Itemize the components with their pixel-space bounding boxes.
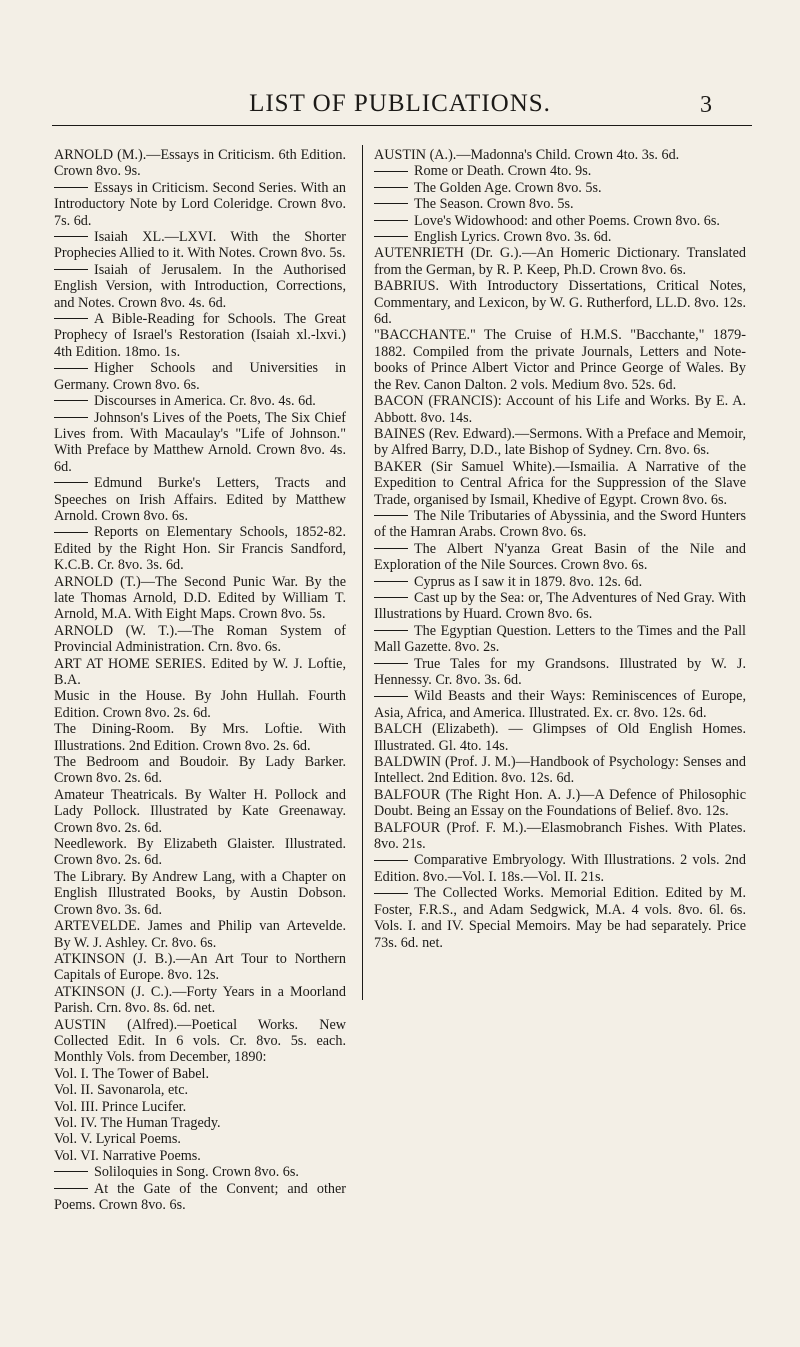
catalogue-entry [54, 1164, 346, 1180]
ditto-dash [374, 220, 408, 221]
catalogue-entry [374, 590, 746, 623]
ditto-dash [54, 400, 88, 401]
catalogue-entry [54, 869, 346, 918]
entry-text: True Tales for my Grandsons. Illustrated by W. J. Hennessy. Cr. 8vo. 3s. 6d. [374, 655, 746, 688]
catalogue-entry [54, 574, 346, 623]
entry-text: Soliloquies in Song. Crown 8vo. 6s. [94, 1164, 299, 1181]
catalogue-entry [54, 688, 346, 721]
entry-text: Love's Widowhood: and other Poems. Crown 8vo. 6s. [414, 212, 720, 229]
ditto-dash [374, 236, 408, 237]
catalogue-entry [374, 393, 746, 426]
ditto-dash [54, 417, 88, 418]
entry-text: BALFOUR (Prof. F. M.).—Elasmobranch Fishes. With Plates. 8vo. 21s. [374, 819, 746, 853]
entry-text: Essays in Criticism. Second Series. With an Introductory Note by Lord Coleridge. Crown 8vo. 7s. 6d. [54, 179, 346, 229]
entry-text: Vol. IV. The Human Tragedy. [54, 1114, 221, 1131]
catalogue-entry [374, 163, 746, 179]
ditto-dash [374, 171, 408, 172]
entry-text: BACON (FRANCIS): Account of his Life and Works. By E. A. Abbott. 8vo. 14s. [374, 393, 746, 426]
entry-text: The Season. Crown 8vo. 5s. [414, 196, 574, 213]
catalogue-entry [54, 262, 346, 311]
catalogue-entry [54, 656, 346, 689]
catalogue-entry [374, 245, 746, 278]
entry-text: ART AT HOME SERIES. Edited by W. J. Loftie, B.A. [54, 655, 346, 688]
entry-text: The Collected Works. Memorial Edition. Edited by M. Foster, F.R.S., and Adam Sedgwick, M.A. 4 vols. 8vo. 6l. 6s. Vols. I. and IV. Special Memoirs. May be had separately. Price 73s. 6d. net. [374, 885, 746, 951]
catalogue-entry [374, 656, 746, 689]
entry-text: The Nile Tributaries of Abyssinia, and the Sword Hunters of the Hamran Arabs. Crown 8vo. 6s. [374, 507, 746, 541]
catalogue-entry [54, 475, 346, 524]
catalogue-entry [374, 787, 746, 820]
catalogue-entry [54, 1017, 346, 1066]
entry-text: Comparative Embryology. With Illustrations. 2 vols. 2nd Edition. 8vo.—Vol. I. 18s.—Vol. II. 21s. [374, 852, 746, 885]
catalogue-entry [374, 508, 746, 541]
volume-item [54, 1082, 346, 1098]
catalogue-entry [54, 180, 346, 229]
catalogue-entry [54, 410, 346, 476]
ditto-dash [54, 1188, 88, 1189]
entry-text: Higher Schools and Universities in Germany. Crown 8vo. 6s. [54, 360, 346, 393]
entry-text: ARNOLD (T.)—The Second Punic War. By the late Thomas Arnold, D.D. Edited by William T. Arnold, M.A. With Eight Maps. Crown 8vo. 5s. [54, 573, 346, 623]
entry-text: Amateur Theatricals. By Walter H. Pollock and Lady Pollock. Illustrated by Kate Greenaway. Crown 8vo. 2s. 6d. [54, 786, 346, 836]
entry-text: Cast up by the Sea: or, The Adventures of Ned Gray. With Illustrations by Huard. Crown 8vo. 6s. [374, 589, 746, 623]
ditto-dash [374, 630, 408, 631]
entry-text: AUSTIN (A.).—Madonna's Child. Crown 4to. 3s. 6d. [374, 147, 680, 163]
entry-text: ARNOLD (M.).—Essays in Criticism. 6th Edition. Crown 8vo. 9s. [54, 147, 346, 180]
catalogue-entry [54, 623, 346, 656]
catalogue-entry [54, 836, 346, 869]
ditto-dash [54, 236, 88, 237]
catalogue-entry [374, 180, 746, 196]
left-column [54, 147, 346, 1213]
ditto-dash [374, 893, 408, 894]
ditto-dash [54, 368, 88, 369]
entry-text: BAINES (Rev. Edward).—Sermons. With a Preface and Memoir, by Alfred Barry, D.D., late Bishop of Sydney. Crn. 8vo. 6s. [374, 425, 746, 459]
entry-text: ATKINSON (J. C.).—Forty Years in a Moorland Parish. Crn. 8vo. 8s. 6d. net. [54, 983, 346, 1017]
ditto-dash [54, 269, 88, 270]
entry-text: Discourses in America. Cr. 8vo. 4s. 6d. [94, 393, 316, 410]
catalogue-entry [54, 393, 346, 409]
entry-text: BALFOUR (The Right Hon. A. J.)—A Defence of Philosophic Doubt. Being an Essay on the Foundations of Belief. 8vo. 12s. [374, 786, 746, 820]
catalogue-entry [54, 918, 346, 951]
volume-item [54, 1115, 346, 1131]
entry-text: Isaiah of Jerusalem. In the Authorised English Version, with Introduction, Corrections, and Notes. Crown 8vo. 4s. 6d. [54, 261, 346, 311]
entry-text: BABRIUS. With Introductory Dissertations, Critical Notes, Commentary, and Lexicon, by W. G. Rutherford, LL.D. 8vo. 12s. 6d. [374, 278, 746, 328]
right-column [374, 147, 746, 951]
entry-text: Edmund Burke's Letters, Tracts and Speeches on Irish Affairs. Edited by Matthew Arnold. Crown 8vo. 6s. [54, 475, 346, 524]
entry-text: Cyprus as I saw it in 1879. 8vo. 12s. 6d. [414, 573, 643, 590]
catalogue-entry [54, 951, 346, 984]
ditto-dash [374, 581, 408, 582]
catalogue-entry [54, 229, 346, 262]
catalogue-entry [374, 541, 746, 574]
ditto-dash [374, 663, 408, 664]
catalogue-entry [374, 623, 746, 656]
entry-text: BALCH (Elizabeth). — Glimpses of Old English Homes. Illustrated. Gl. 4to. 14s. [374, 721, 746, 754]
catalogue-entry [374, 327, 746, 393]
catalogue-entry [374, 147, 746, 163]
catalogue-entry [54, 311, 346, 360]
entry-text: Needlework. By Elizabeth Glaister. Illustrated. Crown 8vo. 2s. 6d. [54, 836, 346, 869]
entry-text: The Bedroom and Boudoir. By Lady Barker. Crown 8vo. 2s. 6d. [54, 754, 346, 787]
entry-text: The Dining-Room. By Mrs. Loftie. With Illustrations. 2nd Edition. Crown 8vo. 2s. 6d. [54, 721, 346, 754]
volume-item [54, 1066, 346, 1082]
catalogue-entry [54, 787, 346, 836]
entry-text: BALDWIN (Prof. J. M.)—Handbook of Psychology: Senses and Intellect. 2nd Edition. 8vo. 12s. 6d. [374, 754, 746, 787]
catalogue-entry [54, 984, 346, 1017]
entry-text: Reports on Elementary Schools, 1852-82. Edited by the Right Hon. Sir Francis Sandford, K.C.B. Cr. 8vo. 3s. 6d. [54, 524, 346, 574]
ditto-dash [374, 203, 408, 204]
entry-text: "BACCHANTE." The Cruise of H.M.S. "Bacchante," 1879-1882. Compiled from the private Journals, Letters and Note-books of Prince Albert Victor and Prince George of Wales. By the Rev. Canon Dalton. 2 vols. Medium 8vo. 52s. 6d. [374, 327, 746, 393]
catalogue-entry [374, 574, 746, 590]
ditto-dash [374, 597, 408, 598]
ditto-dash [374, 548, 408, 549]
catalogue-entry [374, 721, 746, 754]
entry-text: Vol. I. The Tower of Babel. [54, 1065, 210, 1082]
entry-text: The Golden Age. Crown 8vo. 5s. [414, 179, 602, 196]
catalogue-entry [54, 1181, 346, 1214]
page-header [0, 90, 800, 130]
catalogue-entry [374, 688, 746, 721]
catalogue-entry [374, 459, 746, 508]
entry-text: Vol. VI. Narrative Poems. [54, 1147, 201, 1164]
page-title: LIST OF PUBLICATIONS. [249, 90, 551, 117]
catalogue-entry [374, 885, 746, 951]
catalogue-entry [54, 754, 346, 787]
ditto-dash [54, 318, 88, 319]
catalogue-entry [54, 147, 346, 180]
entry-text: Johnson's Lives of the Poets, The Six Chief Lives from. With Macaulay's "Life of Johnson." With Preface by Matthew Arnold. Crown 8vo. 4s. 6d. [54, 409, 346, 475]
catalogue-entry [54, 721, 346, 754]
ditto-dash [54, 187, 88, 188]
catalogue-entry [54, 360, 346, 393]
catalogue-entry [374, 820, 746, 853]
catalogue-entry [374, 278, 746, 327]
ditto-dash [54, 1171, 88, 1172]
page-number: 3 [700, 92, 712, 118]
entry-text: A Bible-Reading for Schools. The Great Prophecy of Israel's Restoration (Isaiah xl.-lxvi.) 4th Edition. 18mo. 1s. [54, 311, 346, 360]
header-rule [52, 125, 752, 126]
volume-item [54, 1099, 346, 1115]
ditto-dash [374, 187, 408, 188]
catalogue-entry [374, 229, 746, 245]
ditto-dash [374, 860, 408, 861]
entry-text: Vol. II. Savonarola, etc. [54, 1082, 189, 1099]
entry-text: ARNOLD (W. T.).—The Roman System of Provincial Administration. Crn. 8vo. 6s. [54, 622, 346, 656]
entry-text: The Albert N'yanza Great Basin of the Nile and Exploration of the Nile Sources. Crown 8vo. 6s. [374, 540, 746, 574]
volume-item [54, 1148, 346, 1164]
entry-text: ARTEVELDE. James and Philip van Artevelde. By W. J. Ashley. Cr. 8vo. 6s. [54, 918, 346, 951]
entry-text: Isaiah XL.—LXVI. With the Shorter Prophecies Allied to it. With Notes. Crown 8vo. 5s. [54, 229, 346, 262]
entry-text: Wild Beasts and their Ways: Reminiscences of Europe, Asia, Africa, and America. Illustrated. Ex. cr. 8vo. 12s. 6d. [374, 688, 746, 721]
ditto-dash [54, 532, 88, 533]
column-divider [362, 145, 363, 1000]
catalogue-entry [374, 754, 746, 787]
entry-text: English Lyrics. Crown 8vo. 3s. 6d. [414, 229, 612, 246]
entry-text: The Egyptian Question. Letters to the Times and the Pall Mall Gazette. 8vo. 2s. [374, 622, 746, 656]
entry-text: At the Gate of the Convent; and other Poems. Crown 8vo. 6s. [54, 1180, 346, 1213]
entry-text: ATKINSON (J. B.).—An Art Tour to Northern Capitals of Europe. 8vo. 12s. [54, 950, 346, 984]
entry-text: AUSTIN (Alfred).—Poetical Works. New Collected Edit. In 6 vols. Cr. 8vo. 5s. each. Monthly Vols. from December, 1890: [54, 1016, 346, 1066]
ditto-dash [54, 482, 88, 483]
catalogue-entry [374, 213, 746, 229]
entry-text: Vol. V. Lyrical Poems. [54, 1131, 181, 1148]
ditto-dash [374, 696, 408, 697]
entry-text: Rome or Death. Crown 4to. 9s. [414, 163, 592, 180]
entry-text: AUTENRIETH (Dr. G.).—An Homeric Dictionary. Translated from the German, by R. P. Keep, Ph.D. Crown 8vo. 6s. [374, 245, 746, 278]
catalogue-entry [374, 852, 746, 885]
catalogue-entry [54, 524, 346, 573]
entry-text: BAKER (Sir Samuel White).—Ismailia. A Narrative of the Expedition to Central Africa for the Suppression of the Slave Trade, organised by Ismail, Khedive of Egypt. Crown 8vo. 6s. [374, 458, 746, 508]
catalogue-entry [374, 426, 746, 459]
entry-text: Vol. III. Prince Lucifer. [54, 1098, 187, 1115]
ditto-dash [374, 515, 408, 516]
catalogue-entry [374, 196, 746, 212]
volume-item [54, 1131, 346, 1147]
entry-text: Music in the House. By John Hullah. Fourth Edition. Crown 8vo. 2s. 6d. [54, 688, 346, 721]
entry-text: The Library. By Andrew Lang, with a Chapter on English Illustrated Books, by Austin Dobson. Crown 8vo. 3s. 6d. [54, 868, 346, 918]
